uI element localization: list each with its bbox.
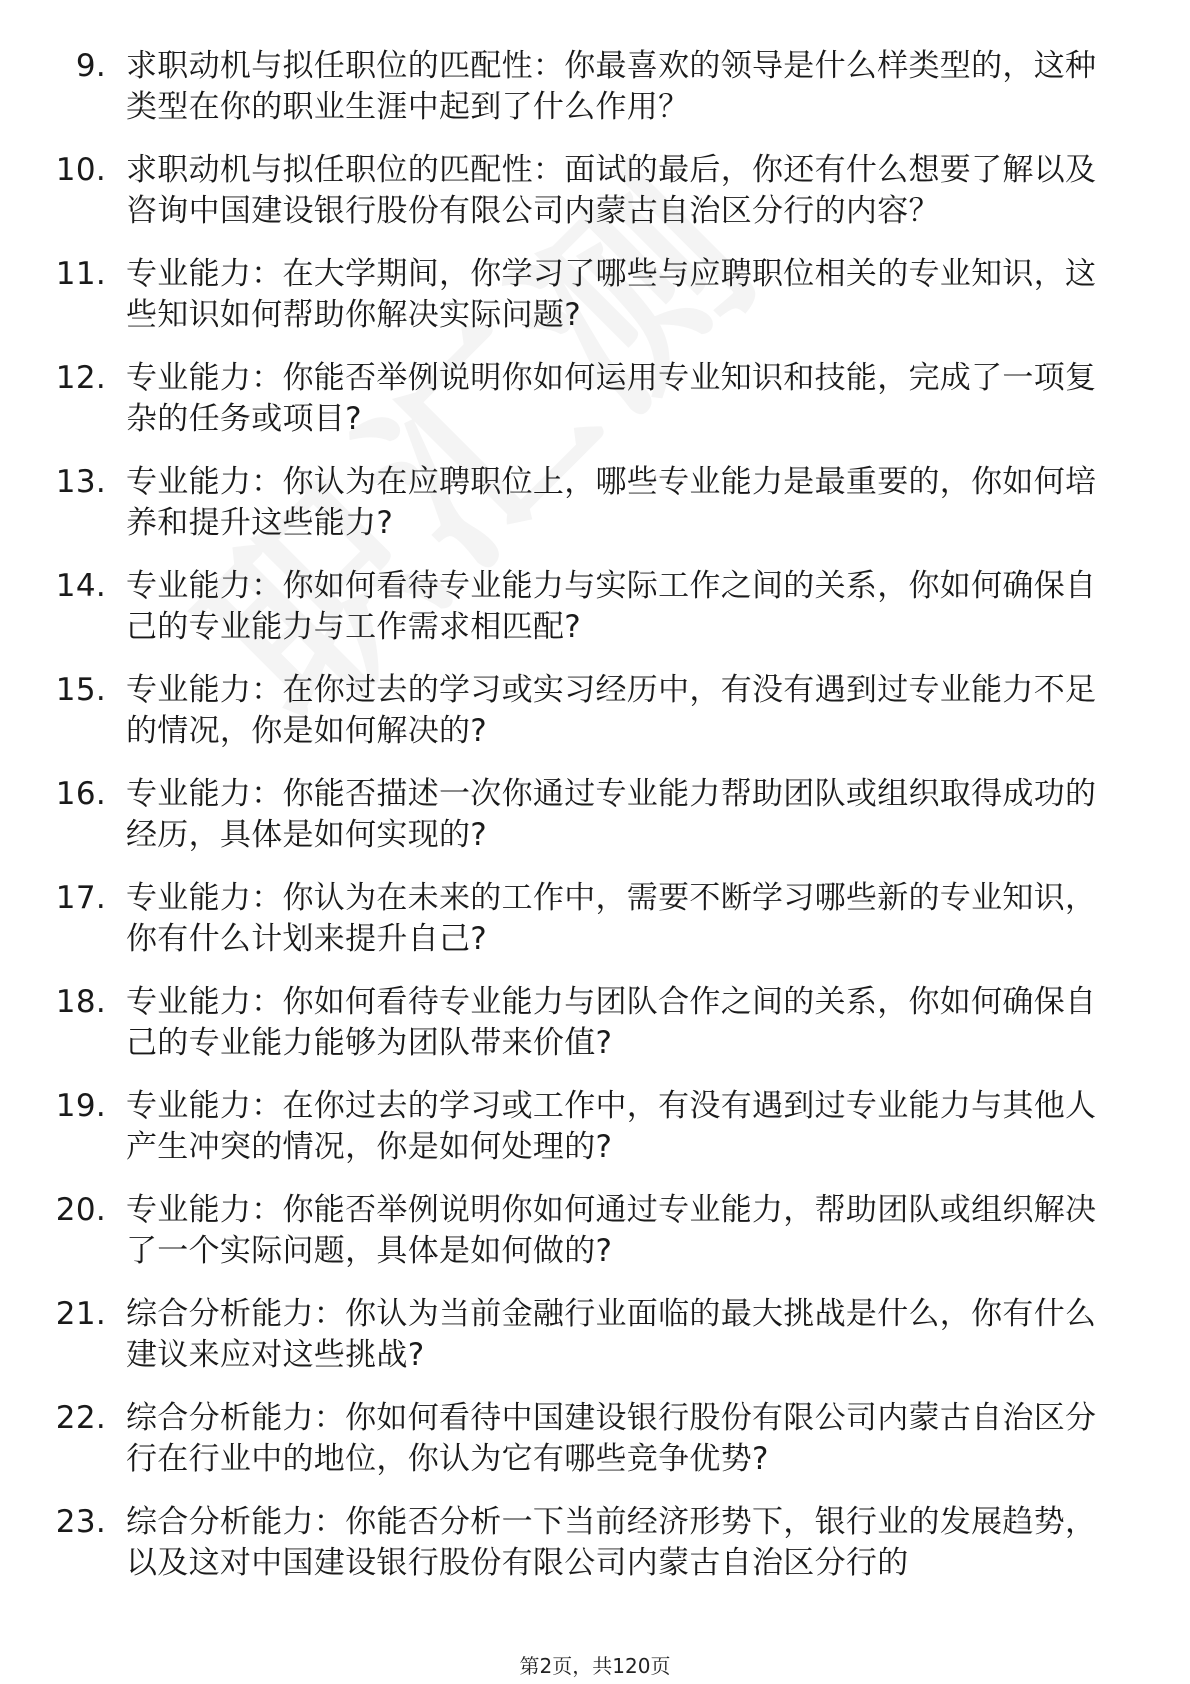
question-number: 12. [55,360,106,396]
question-number: 17. [55,880,106,916]
list-item [0,1190,1190,1272]
question-number: 20. [55,1192,106,1228]
question-number: 11. [55,256,106,292]
question-number: 10. [55,152,106,188]
question-text: 专业能力：你能否描述一次你通过专业能力帮助团队或组织取得成功的经历，具体是如何实现的? [126,776,1097,853]
question-number: 15. [55,672,106,708]
question-text: 专业能力：在你过去的学习或工作中，有没有遇到过专业能力与其他人产生冲突的情况，你是如何处理的? [126,1088,1097,1165]
question-number: 16. [55,776,106,812]
list-item [0,1294,1190,1376]
question-text: 综合分析能力：你认为当前金融行业面临的最大挑战是什么，你有什么建议来应对这些挑战? [126,1296,1097,1373]
question-text: 求职动机与拟任职位的匹配性：面试的最后，你还有什么想要了解以及咨询中国建设银行股份有限公司内蒙古自治区分行的内容？ [126,152,1097,229]
question-text: 专业能力：你认为在未来的工作中，需要不断学习哪些新的专业知识，你有什么计划来提升自己? [126,880,1097,957]
list-item [0,462,1190,544]
list-item [0,1086,1190,1168]
list-item [0,670,1190,752]
list-item [0,358,1190,440]
question-number: 9. [75,48,106,84]
question-list [0,46,1190,1606]
list-item [0,254,1190,336]
list-item [0,878,1190,960]
question-text: 综合分析能力：你能否分析一下当前经济形势下，银行业的发展趋势，以及这对中国建设银行股份有限公司内蒙古自治区分行的 [126,1504,1097,1581]
question-number: 22. [55,1400,106,1436]
question-number: 21. [55,1296,106,1332]
question-text: 专业能力：在大学期间，你学习了哪些与应聘职位相关的专业知识，这些知识如何帮助你解决实际问题? [126,256,1097,333]
question-number: 13. [55,464,106,500]
list-item [0,1398,1190,1480]
question-number: 19. [55,1088,106,1124]
list-item [0,46,1190,128]
list-item [0,150,1190,232]
question-number: 14. [55,568,106,604]
question-text: 综合分析能力：你如何看待中国建设银行股份有限公司内蒙古自治区分行在行业中的地位，你认为它有哪些竞争优势? [126,1400,1097,1477]
question-text: 专业能力：你能否举例说明你如何通过专业能力，帮助团队或组织解决了一个实际问题，具体是如何做的? [126,1192,1097,1269]
question-text: 专业能力：你如何看待专业能力与实际工作之间的关系，你如何确保自己的专业能力与工作需求相匹配? [126,568,1097,645]
question-text: 专业能力：你能否举例说明你如何运用专业知识和技能，完成了一项复杂的任务或项目? [126,360,1097,437]
question-text: 求职动机与拟任职位的匹配性：你最喜欢的领导是什么样类型的，这种类型在你的职业生涯中起到了什么作用？ [126,48,1097,125]
question-text: 专业能力：在你过去的学习或实习经历中，有没有遇到过专业能力不足的情况，你是如何解决的? [126,672,1097,749]
list-item [0,774,1190,856]
list-item [0,1502,1190,1584]
list-item [0,566,1190,648]
question-text: 专业能力：你如何看待专业能力与团队合作之间的关系，你如何确保自己的专业能力能够为团队带来价值? [126,984,1097,1061]
question-number: 23. [55,1504,106,1540]
page-footer: 第2页，共120页 [519,1654,671,1678]
question-number: 18. [55,984,106,1020]
question-text: 专业能力：你认为在应聘职位上，哪些专业能力是最重要的，你如何培养和提升这些能力? [126,464,1097,541]
list-item [0,982,1190,1064]
